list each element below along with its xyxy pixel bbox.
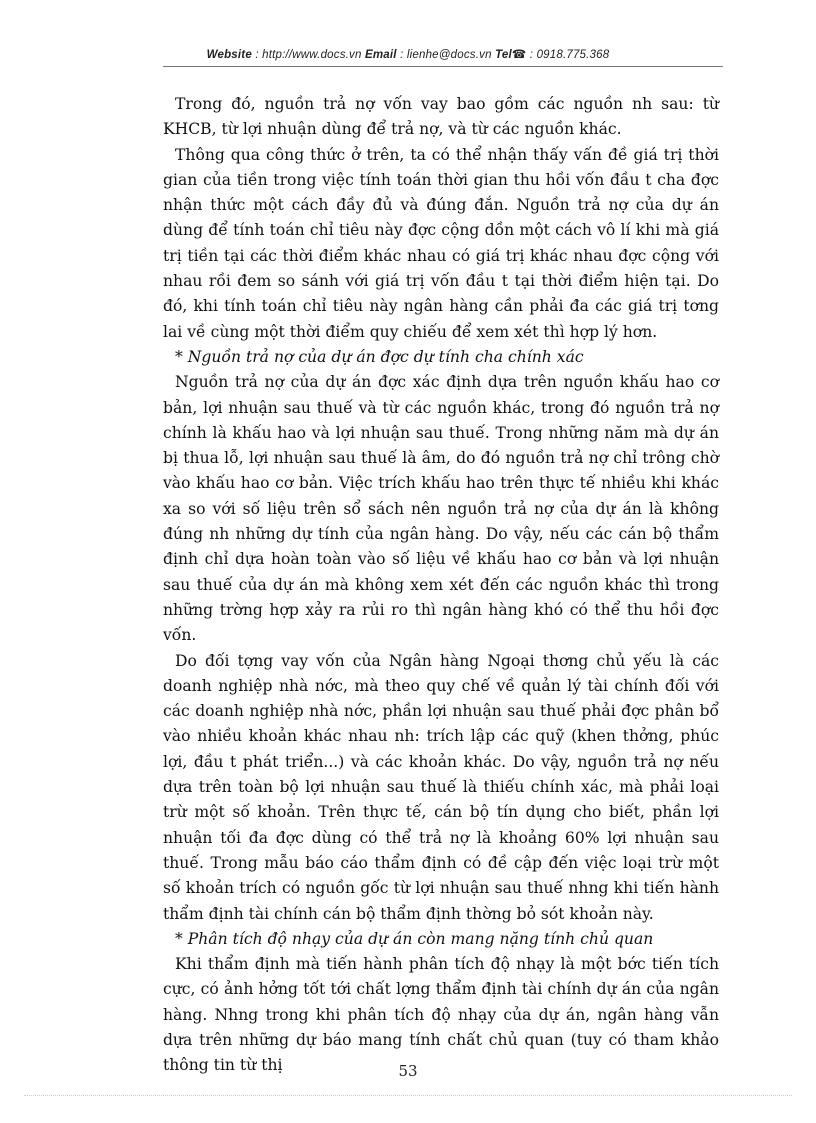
section-heading: * Phân tích độ nhạy của dự án còn mang nặng tính chủ quan bbox=[175, 929, 654, 948]
tel-label: Tel bbox=[495, 49, 512, 61]
header-divider bbox=[163, 66, 723, 67]
page-number: 53 bbox=[398, 1062, 418, 1080]
paragraph: Nguồn trả nợ của dự án đợc xác định dựa trên nguồn khấu hao cơ bản, lợi nhuận sau thuế và từ các nguồn khác, trong đó nguồn trả nợ chính là khấu hao và lợi nhuận sau thuế. Trong những năm mà dự án bị thua lỗ, lợi nhuận sau thuế là âm, do đó nguồn trả nợ chỉ trông chờ vào khấu hao cơ bản. Việc trích khấu hao trên thực tế nhiều khi khác xa so với số liệu trên sổ sách nên nguồn trả nợ của dự án là không đúng nh những dự tính của ngân hàng. Do vậy, nếu các cán bộ thẩm định chỉ dựa hoàn toàn vào số liệu về khấu hao cơ bản và lợi nhuận sau thuế của dự án mà không xem xét đến các nguồn khác thì trong những trờng hợp xảy ra rủi ro thì ngân hàng khó có thể thu hồi đợc vốn. bbox=[163, 373, 719, 645]
document-body bbox=[163, 92, 719, 1079]
phone-icon: ☎ bbox=[511, 49, 527, 61]
email-value: : lienhe@docs.vn bbox=[396, 49, 496, 61]
paragraph: Trong đó, nguồn trả nợ vốn vay bao gồm các nguồn nh sau: từ KHCB, từ lợi nhuận dùng để trả nợ, và từ các nguồn khác. bbox=[163, 95, 719, 139]
tel-value: : 0918.775.368 bbox=[526, 49, 610, 61]
paragraph: Do đối tợng vay vốn của Ngân hàng Ngoại thơng chủ yếu là các doanh nghiệp nhà nớc, mà theo quy chế về quản lý tài chính đối với các doanh nghiệp nhà nớc, phần lợi nhuận sau thuế phải đợc phân bổ vào nhiều khoản khác nhau nh: trích lập các quỹ (khen thởng, phúc lợi, đầu t phát triển...) và các khoản khác. Do vậy, nguồn trả nợ nếu dựa trên toàn bộ lợi nhuận sau thuế là thiếu chính xác, mà phải loại trừ một số khoản. Trên thực tế, cán bộ tín dụng cho biết, phần lợi nhuận tối đa đợc dùng có thể trả nợ là khoảng 60% lợi nhuận sau thuế. Trong mẫu báo cáo thẩm định có đề cập đến việc loại trừ một số khoản trích có nguồn gốc từ lợi nhuận sau thuế nhng khi tiến hành thẩm định tài chính cán bộ thẩm định thờng bỏ sót khoản này. bbox=[163, 651, 719, 923]
website-value: : http://www.docs.vn bbox=[251, 49, 365, 61]
paragraph: Khi thẩm định mà tiến hành phân tích độ nhạy là một bớc tiến tích cực, có ảnh hởng tốt tới chất lợng thẩm định tài chính dự án của ngân hàng. Nhng trong khi phân tích độ nhạy của dự án, ngân hàng vẫn dựa trên những dự báo mang tính chất chủ quan (tuy có tham khảo thông tin từ thị bbox=[163, 955, 719, 1075]
section-heading: * Nguồn trả nợ của dự án đợc dự tính cha chính xác bbox=[175, 347, 584, 366]
email-label: Email bbox=[365, 49, 397, 61]
page-header bbox=[0, 47, 816, 61]
website-label: Website bbox=[206, 49, 252, 61]
paragraph: Thông qua công thức ở trên, ta có thể nhận thấy vấn đề giá trị thời gian của tiền trong việc tính toán thời gian thu hồi vốn đầu t cha đợc nhận thức một cách đầy đủ và đúng đắn. Nguồn trả nợ của dự án dùng để tính toán chỉ tiêu này đợc cộng dồn một cách vô lí khi mà giá trị tiền tại các thời điểm khác nhau có giá trị khác nhau đợc cộng với nhau rồi đem so sánh với giá trị vốn đầu t tại thời điểm hiện tại. Do đó, khi tính toán chỉ tiêu này ngân hàng cần phải đa các giá trị tơng lai về cùng một thời điểm quy chiếu để xem xét thì hợp lý hơn. bbox=[163, 145, 719, 341]
footer-divider bbox=[24, 1095, 792, 1096]
